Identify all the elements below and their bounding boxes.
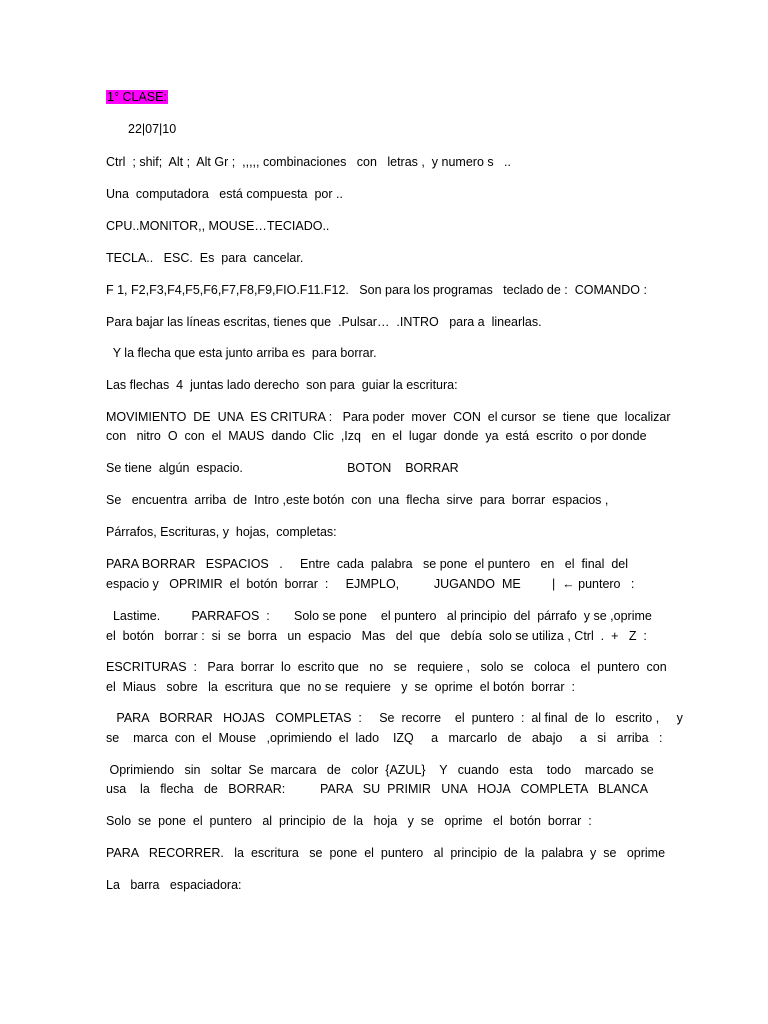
text-line: se marca con el Mouse ,oprimiendo el lado IZQ a marcarlo de abajo a si arriba : — [106, 731, 663, 745]
text-line: el Miaus sobre la escritura que no se requiere y se oprime el botón borrar : — [106, 680, 575, 694]
text-line: Ctrl ; shif; Alt ; Alt Gr ; ,,,,, combinaciones con letras , y numero s .. — [106, 155, 511, 169]
text-line: MOVIMIENTO DE UNA ES CRITURA : Para poder mover CON el cursor se tiene que localizar — [106, 410, 671, 424]
text-line: Lastime. PARRAFOS : Solo se pone el puntero al principio del párrafo y se ,oprime — [106, 609, 652, 623]
text-line: Una computadora está compuesta por .. — [106, 187, 343, 201]
text-line: Las flechas 4 juntas lado derecho son para guiar la escritura: — [106, 378, 458, 392]
text-line: F 1, F2,F3,F4,F5,F6,F7,F8,F9,FIO.F11.F12. Son para los programas teclado de : COMANDO : — [106, 283, 647, 297]
text-line: PARA BORRAR HOJAS COMPLETAS : Se recorre el puntero : al final de lo escrito , y — [106, 711, 683, 725]
text-line: el botón borrar : si se borra un espacio Mas del que debía solo se utiliza , Ctrl . + Z : — [106, 629, 647, 643]
text-line: Se tiene algún espacio. BOTON BORRAR — [106, 461, 459, 475]
text-line: La barra espaciadora: — [106, 878, 242, 892]
text-line: Y la flecha que esta junto arriba es para borrar. — [106, 346, 377, 360]
text-line: ESCRITURAS : Para borrar lo escrito que no se requiere , solo se coloca el puntero con — [106, 660, 667, 674]
text-line: PARA BORRAR ESPACIOS . Entre cada palabra se pone el puntero en el final del — [106, 557, 629, 571]
class-heading — [106, 89, 168, 105]
text-line: Para bajar las líneas escritas, tienes que .Pulsar… .INTRO para a linearlas. — [106, 315, 542, 329]
text-line: espacio y OPRIMIR el botón borrar : EJMPLO, JUGANDO ME | ← puntero : — [106, 577, 635, 591]
date-line: 22|07|10 — [128, 122, 177, 136]
text-line: Se encuentra arriba de Intro ,este botón con una flecha sirve para borrar espacios , — [106, 493, 609, 507]
text-line: Párrafos, Escrituras, y hojas, completas: — [106, 525, 337, 539]
class-heading-highlight: 1° CLASE: — [107, 90, 167, 104]
text-line: Oprimiendo sin soltar Se marcara de color {AZUL} Y cuando esta todo marcado se — [106, 763, 654, 777]
text-line: Solo se pone el puntero al principio de la hoja y se oprime el botón borrar : — [106, 814, 592, 828]
text-line: PARA RECORRER. la escritura se pone el puntero al principio de la palabra y se oprime — [106, 846, 666, 860]
text-line: TECLA.. ESC. Es para cancelar. — [106, 251, 304, 265]
text-line: con nitro O con el MAUS dando Clic ,Izq en el lugar donde ya está escrito o por donde — [106, 429, 647, 443]
text-line: CPU..MONITOR,, MOUSE…TECIADO.. — [106, 219, 330, 233]
text-line: usa la flecha de BORRAR: PARA SU PRIMIR UNA HOJA COMPLETA BLANCA — [106, 782, 649, 796]
